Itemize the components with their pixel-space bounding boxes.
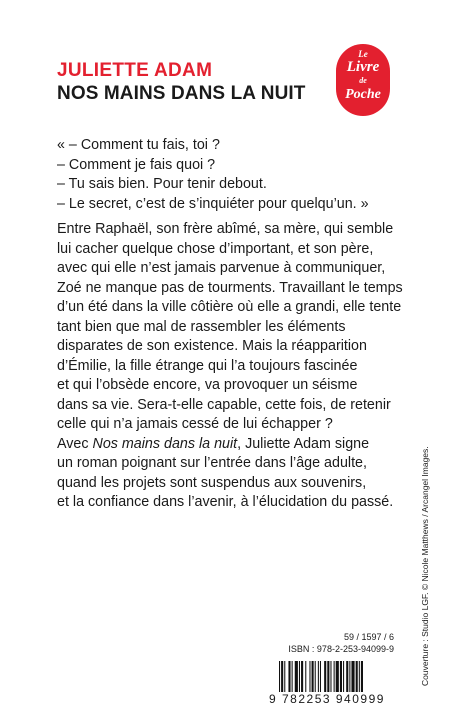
book-title: NOS MAINS DANS LA NUIT (57, 83, 306, 104)
blurb-line: Entre Raphaël, son frère abîmé, sa mère, qui semble (57, 221, 394, 237)
isbn: ISBN : 978-2-253-94099-9 (288, 644, 394, 654)
blurb-line: Zoé ne manque pas de tourments. Travaillant le temps (57, 279, 403, 296)
blurb-line: tant bien que mal de rassembler les éléments (57, 318, 346, 335)
blurb-line: et la confiance dans l’avenir, à l’élucidation du passé. (57, 494, 394, 510)
blurb-book-title: Nos mains dans la nuit (92, 435, 238, 452)
logo-livre: Livre (346, 59, 380, 75)
blurb-line: avec qui elle n’est jamais parvenue à communiquer, (57, 260, 386, 276)
barcode-digits: 9 782253 940999 (267, 692, 399, 706)
catalog-codes (288, 631, 394, 655)
dialogue-line: – Tu sais bien. Pour tenir debout. (57, 176, 267, 192)
blurb-line: un roman poignant sur l’entrée dans l’âge adulte, (57, 455, 367, 471)
logo-de: de (359, 76, 367, 85)
blurb-line: quand les projets sont suspendus aux souvenirs, (57, 474, 367, 491)
dialogue-excerpt (57, 136, 369, 214)
blurb-prefix: Avec (57, 435, 93, 452)
author-name: JULIETTE ADAM (57, 60, 213, 81)
blurb-line: celle qui n’a jamais cessé de lui échapper ? (57, 416, 333, 432)
blurb-line: disparates de son existence. Mais la réapparition (57, 338, 367, 354)
logo-poche: Poche (345, 87, 381, 102)
blurb-line-with-title (57, 435, 407, 455)
back-cover-blurb (57, 220, 407, 513)
blurb-line: et qui l’obsède encore, va provoquer un séisme (57, 377, 358, 393)
blurb-suffix: , Juliette Adam signe (237, 435, 370, 452)
logo-le: Le (358, 49, 368, 59)
cover-credit: Couverture : Studio LGF. © Nicole Matthews / Arcangel Images. (420, 446, 430, 686)
blurb-line: dans sa vie. Sera-t-elle capable, cette fois, de retenir (57, 396, 391, 413)
blurb-line: d’un été dans la ville côtière où elle a grandi, elle tente (57, 299, 402, 315)
catalog-number: 59 / 1597 / 6 (343, 632, 394, 642)
dialogue-line: – Comment je fais quoi ? (57, 156, 216, 173)
blurb-line: lui cacher quelque chose d’important, et son père, (57, 240, 374, 257)
blurb-line: d’Émilie, la fille étrange qui l’a toujours fascinée (57, 357, 358, 374)
dialogue-line: – Le secret, c’est de s’inquiéter pour quelqu’un. » (57, 195, 369, 212)
dialogue-line: « – Comment tu fais, toi ? (57, 137, 220, 153)
le-livre-de-poche-logo (336, 44, 390, 116)
